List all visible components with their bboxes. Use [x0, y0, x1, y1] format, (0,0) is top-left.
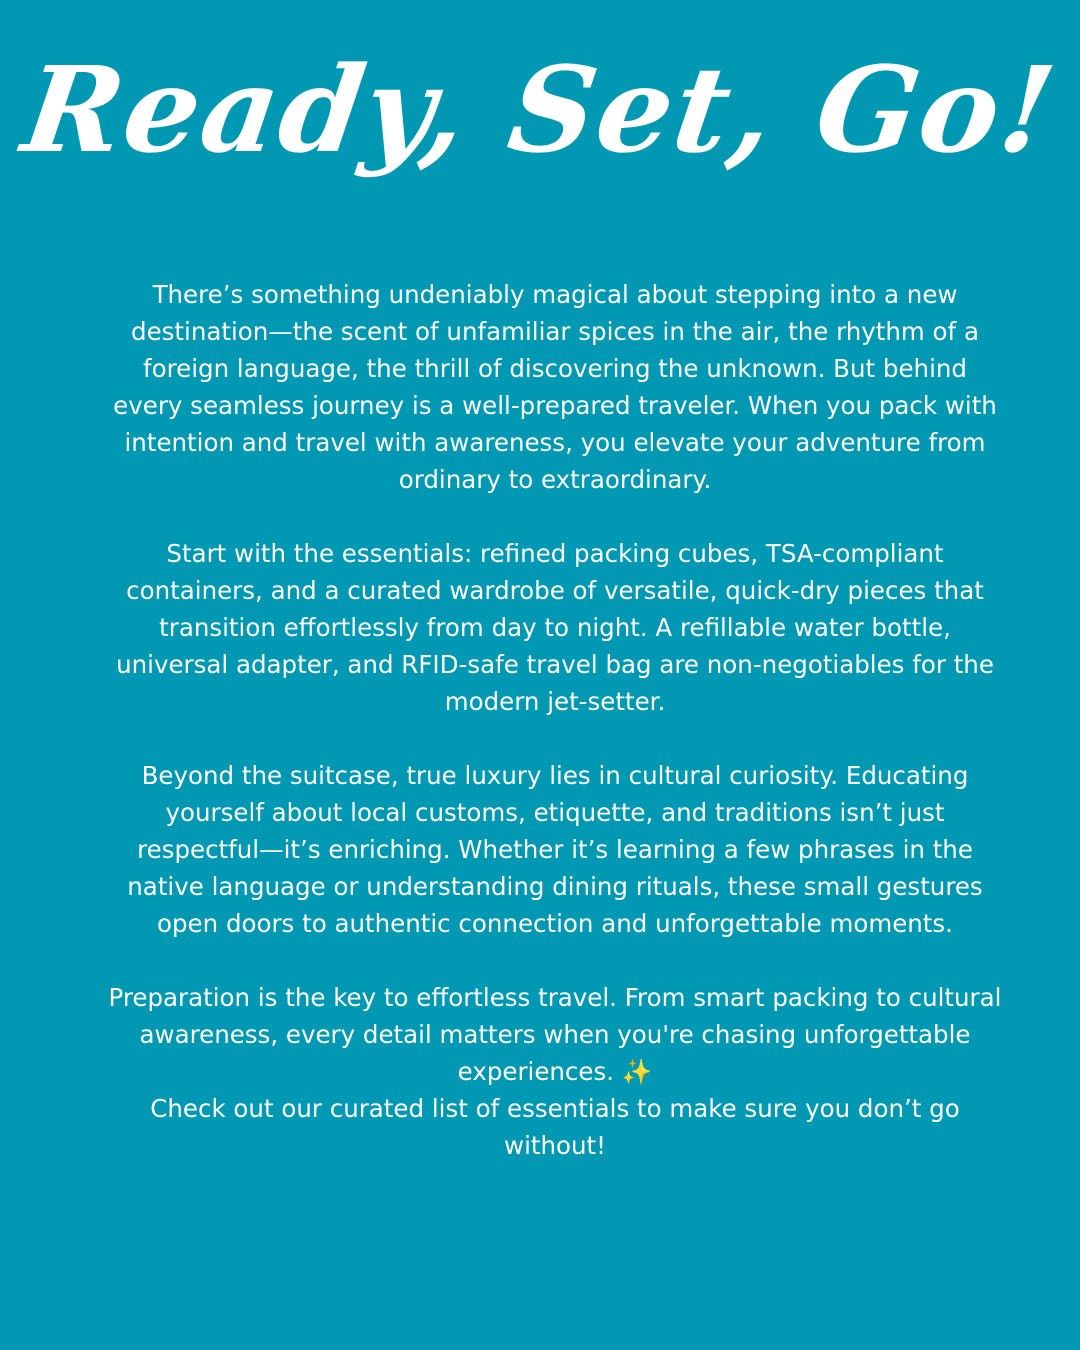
paragraph-culture: Beyond the suitcase, true luxury lies in cultural curiosity. Educating yourself about local customs, etiquette, and traditions isn’t just respectful—it’s enriching. Whether it’s learning a few phrases in the native language or understanding dining rituals, these small gestures open doors to authentic connection and unforgettable moments. — [127, 761, 983, 938]
call-to-action: Check out our curated list of essentials to make sure you don’t go without! — [150, 1094, 960, 1160]
article-body — [105, 276, 1005, 1164]
paragraph-essentials: Start with the essentials: refined packing cubes, TSA-compliant containers, and a curated wardrobe of versatile, quick-dry pieces that transition effortlessly from day to night. A refillable water bottle, universal adapter, and RFID-safe travel bag are non-negotiables for the modern jet-setter. — [116, 539, 994, 716]
sparkles-icon: ✨ — [621, 1057, 653, 1086]
page-title: Ready, Set, Go! — [15, 40, 1065, 179]
closing-text: Preparation is the key to effortless travel. From smart packing to cultural awareness, every detail matters when you're chasing unforgettable experiences. — [108, 983, 1002, 1086]
paragraph-intro: There’s something undeniably magical about stepping into a new destination—the scent of unfamiliar spices in the air, the rhythm of a foreign language, the thrill of discovering the unknown. But behind every seamless journey is a well-prepared traveler. When you pack with intention and travel with awareness, you elevate your adventure from ordinary to extraordinary. — [113, 280, 997, 494]
paragraph-closing — [105, 979, 1005, 1090]
